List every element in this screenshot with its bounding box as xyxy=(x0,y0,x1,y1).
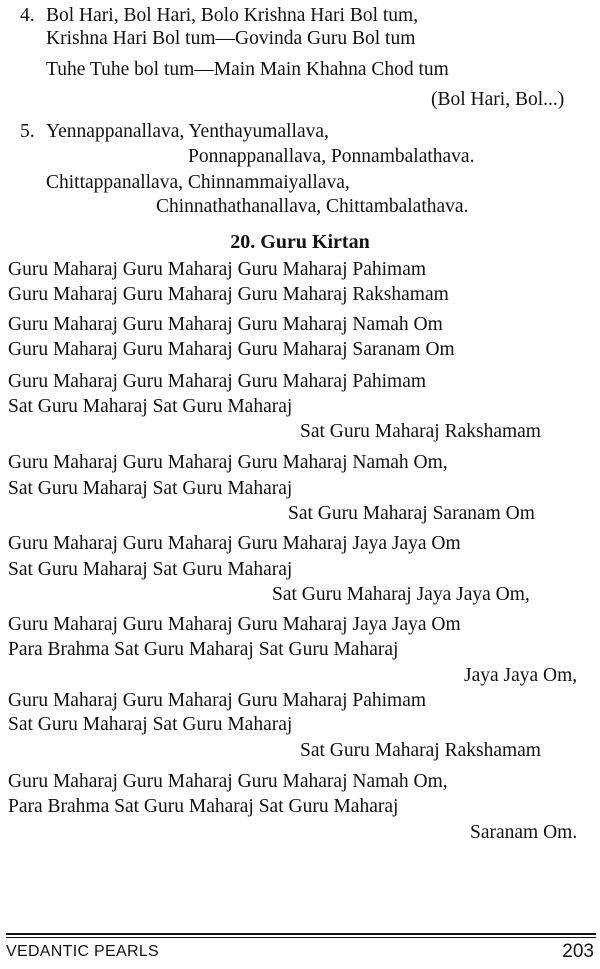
stanza-5-line-1: Yennappanallava, Yenthayumallava, xyxy=(46,121,329,142)
kirtan-line: Guru Maharaj Guru Maharaj Guru Maharaj Pahimam xyxy=(8,690,427,711)
kirtan-line: Sat Guru Maharaj Rakshamam xyxy=(300,740,541,761)
kirtan-line: Guru Maharaj Guru Maharaj Guru Maharaj Jaya Jaya Om xyxy=(8,614,461,635)
kirtan-line: Sat Guru Maharaj Sat Guru Maharaj xyxy=(8,559,293,580)
kirtan-line: Sat Guru Maharaj Sat Guru Maharaj xyxy=(8,714,293,735)
stanza-5-line-2: Ponnappanallava, Ponnambalathava. xyxy=(188,146,475,167)
kirtan-line: Guru Maharaj Guru Maharaj Guru Maharaj Namah Om xyxy=(8,314,443,335)
kirtan-line: Guru Maharaj Guru Maharaj Guru Maharaj Pahimam xyxy=(8,259,427,280)
kirtan-line: Sat Guru Maharaj Jaya Jaya Om, xyxy=(272,584,530,605)
kirtan-line: Para Brahma Sat Guru Maharaj Sat Guru Maharaj xyxy=(8,796,399,817)
kirtan-line: Guru Maharaj Guru Maharaj Guru Maharaj Namah Om, xyxy=(8,452,448,473)
footer-rule-thick xyxy=(6,933,596,935)
kirtan-line: Guru Maharaj Guru Maharaj Guru Maharaj Jaya Jaya Om xyxy=(8,533,461,554)
stanza-5-line-4: Chinnathathanallava, Chittambalathava. xyxy=(156,196,469,217)
kirtan-line: Guru Maharaj Guru Maharaj Guru Maharaj Rakshamam xyxy=(8,284,449,305)
stanza-4-refrain: (Bol Hari, Bol...) xyxy=(431,89,565,110)
kirtan-line: Sat Guru Maharaj Sat Guru Maharaj xyxy=(8,396,293,417)
item-number-4: 4. xyxy=(20,5,35,26)
page-number: 203 xyxy=(562,941,594,962)
running-footer: VEDANTIC PEARLS xyxy=(6,943,159,960)
footer-rule-thin xyxy=(6,937,596,938)
kirtan-line: Para Brahma Sat Guru Maharaj Sat Guru Maharaj xyxy=(8,639,399,660)
stanza-4-line-3: Tuhe Tuhe bol tum—Main Main Khahna Chod tum xyxy=(46,59,449,80)
stanza-5-line-3: Chittappanallava, Chinnammaiyallava, xyxy=(46,172,350,193)
kirtan-line: Guru Maharaj Guru Maharaj Guru Maharaj Saranam Om xyxy=(8,339,455,360)
kirtan-line: Sat Guru Maharaj Saranam Om xyxy=(288,503,535,524)
stanza-4-line-1: Bol Hari, Bol Hari, Bolo Krishna Hari Bol tum, xyxy=(46,5,419,26)
section-title: 20. Guru Kirtan xyxy=(230,231,370,253)
stanza-4-line-2: Krishna Hari Bol tum—Govinda Guru Bol tum xyxy=(46,28,416,49)
item-number-5: 5. xyxy=(20,121,35,142)
kirtan-line: Saranam Om. xyxy=(470,822,578,843)
kirtan-line: Sat Guru Maharaj Sat Guru Maharaj xyxy=(8,478,293,499)
kirtan-line: Jaya Jaya Om, xyxy=(464,665,578,686)
kirtan-line: Guru Maharaj Guru Maharaj Guru Maharaj Pahimam xyxy=(8,371,427,392)
kirtan-line: Sat Guru Maharaj Rakshamam xyxy=(300,421,541,442)
kirtan-line: Guru Maharaj Guru Maharaj Guru Maharaj Namah Om, xyxy=(8,771,448,792)
